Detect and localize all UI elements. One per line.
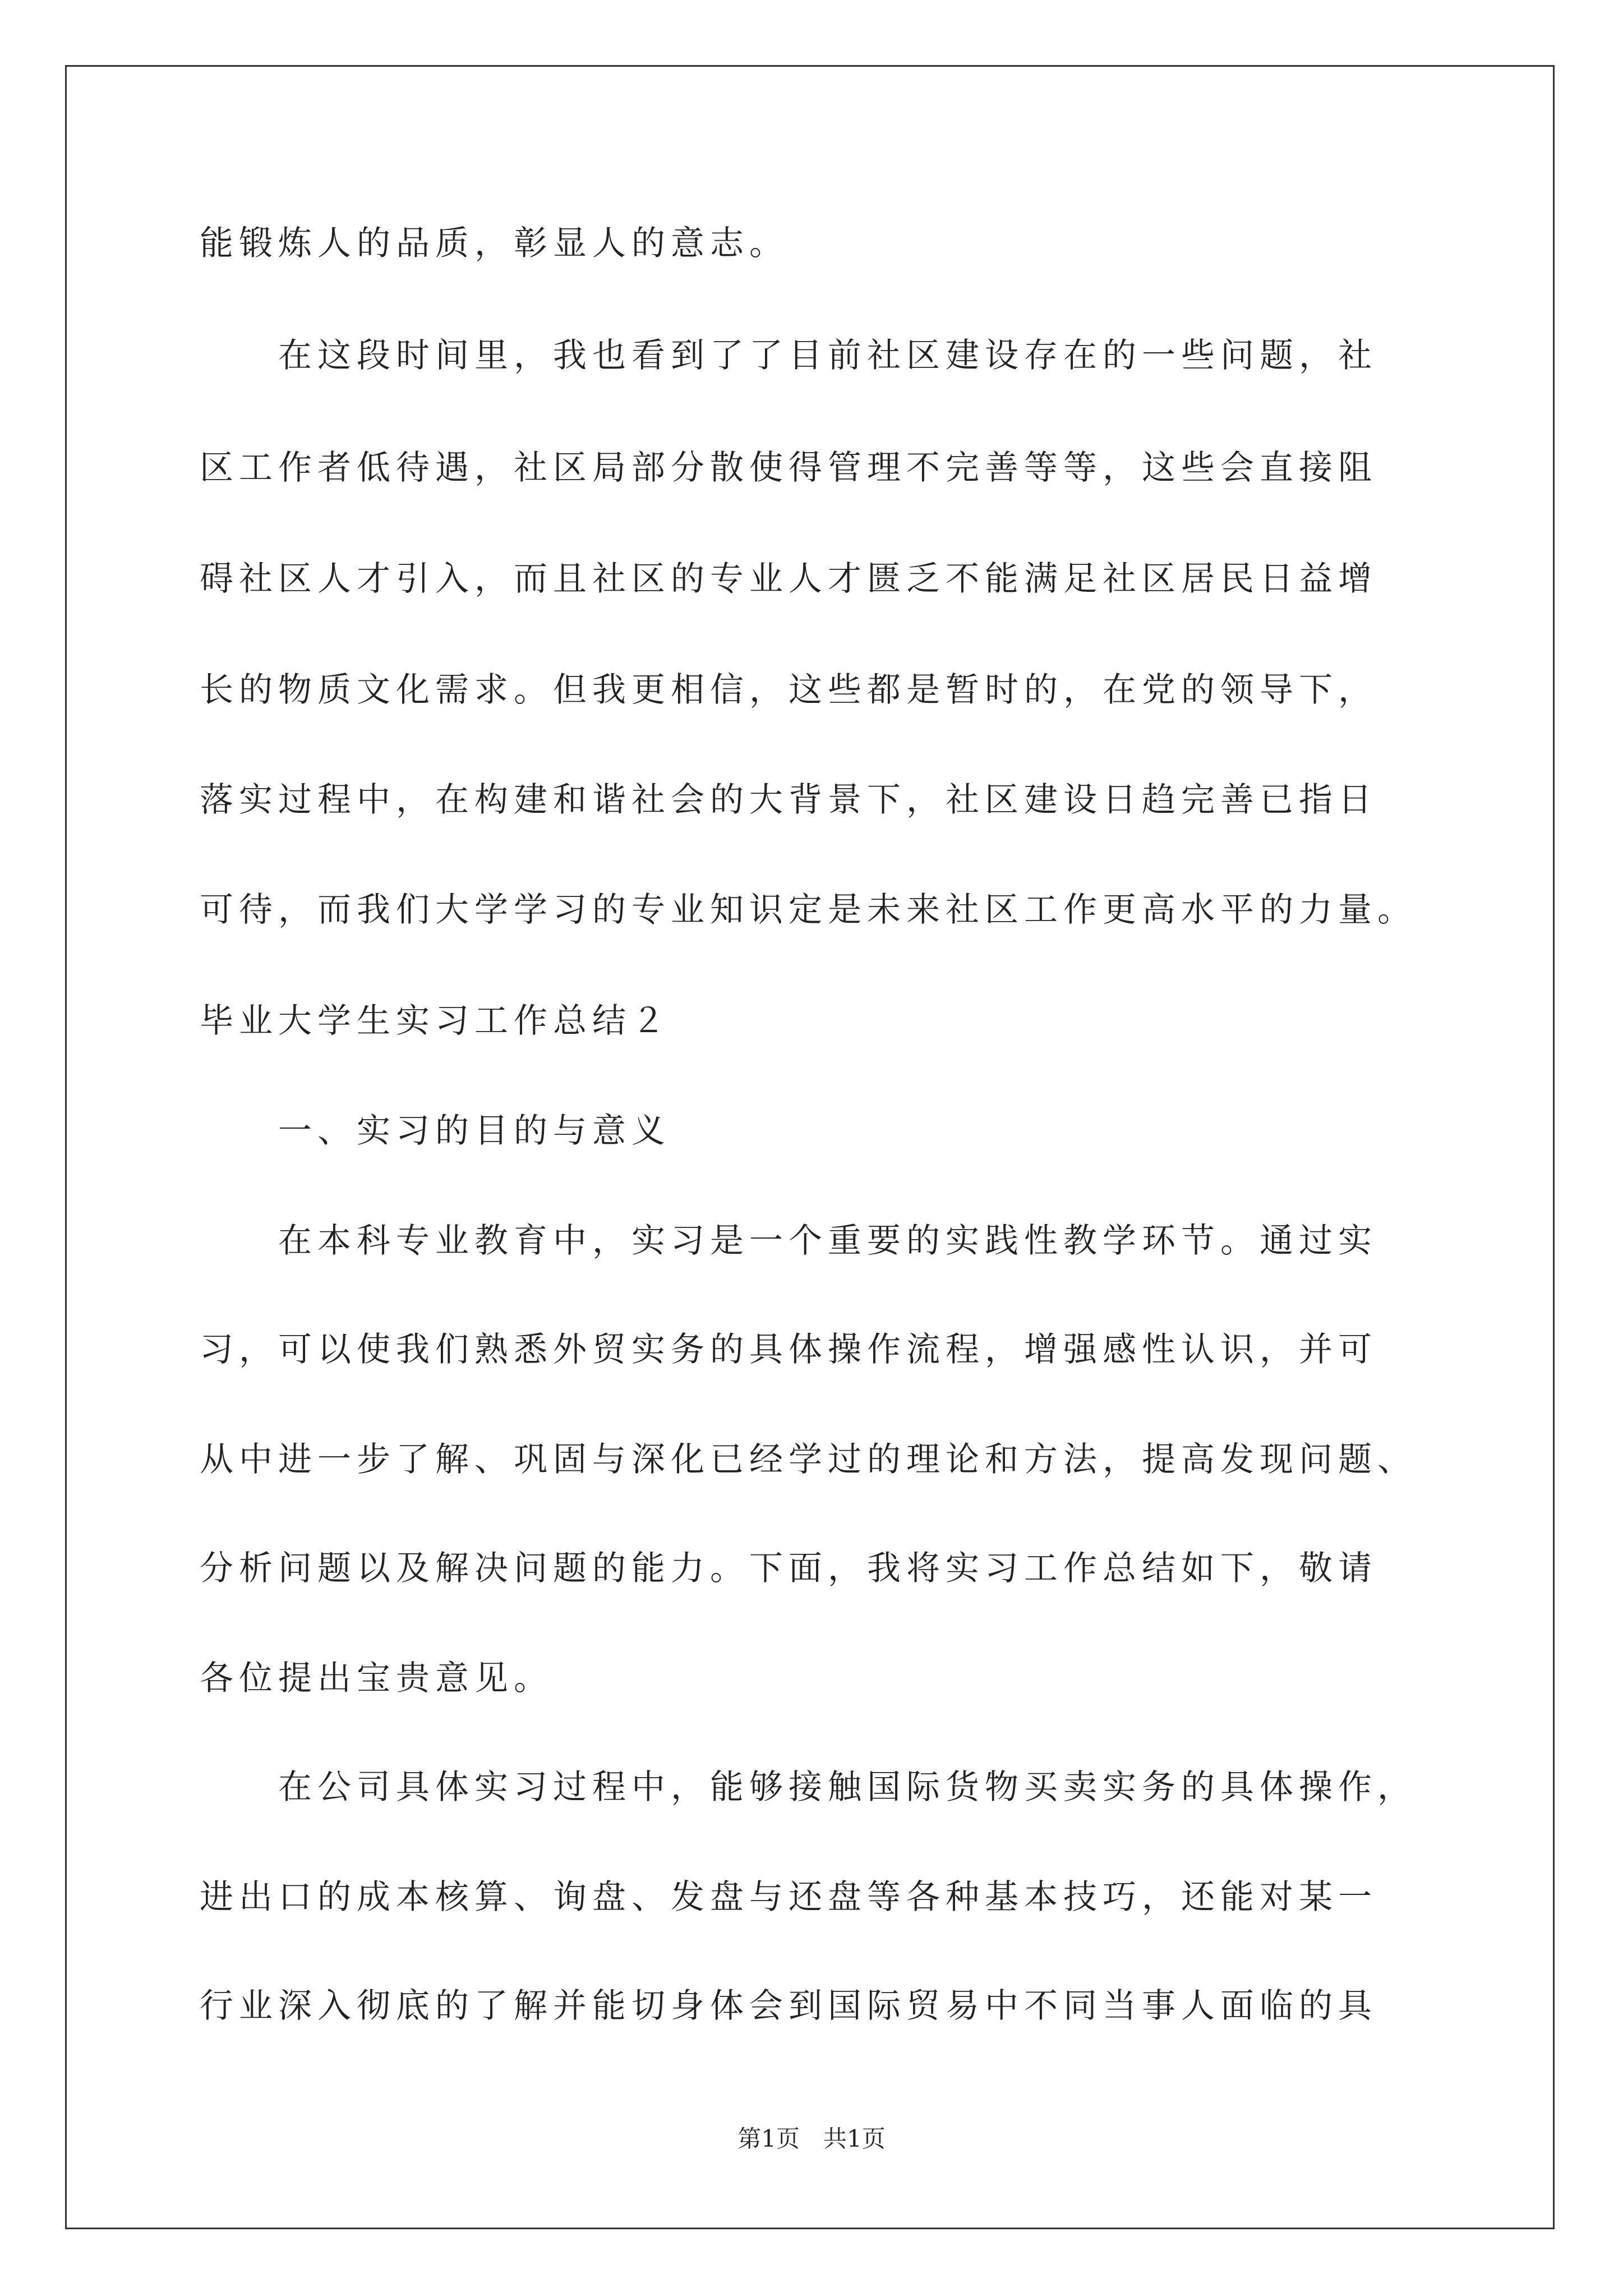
text-line: 长的物质文化需求。但我更相信，这些都是暂时的，在党的领导下，	[200, 670, 1377, 710]
text-line: 区工作者低待遇，社区局部分散使得管理不完善等等，这些会直接阻	[200, 448, 1377, 487]
text-line: 在这段时间里，我也看到了了目前社区建设存在的一些问题，社	[200, 336, 1377, 375]
page-number: 第1页 共1页	[737, 2125, 886, 2152]
text-line: 能锻炼人的品质，彰显人的意志。	[200, 224, 789, 263]
text-line: 从中进一步了解、巩固与深化已经学过的理论和方法，提高发现问题、	[200, 1440, 1417, 1479]
text-line: 进出口的成本核算、询盘、发盘与还盘等各种基本技巧，还能对某一	[200, 1878, 1377, 1917]
text-line: 行业深入彻底的了解并能切身体会到国际贸易中不同当事人面临的具	[200, 1986, 1377, 2026]
text-line: 在公司具体实习过程中，能够接触国际货物买卖实务的具体操作，	[200, 1768, 1417, 1807]
text-line: 在本科专业教育中，实习是一个重要的实践性教学环节。通过实	[200, 1221, 1377, 1260]
text-line: 习，可以使我们熟悉外贸实务的具体操作流程，增强感性认识，并可	[200, 1330, 1377, 1369]
text-line: 碍社区人才引入，而且社区的专业人才匮乏不能满足社区居民日益增	[200, 559, 1377, 599]
text-line: 可待，而我们大学学习的专业知识定是未来社区工作更高水平的力量。	[200, 890, 1417, 930]
text-line: 分析问题以及解决问题的能力。下面，我将实习工作总结如下，敬请	[200, 1549, 1377, 1588]
text-line: 各位提出宝贵意见。	[200, 1659, 553, 1698]
text-line: 落实过程中，在构建和谐社会的大背景下，社区建设日趋完善已指日	[200, 780, 1377, 820]
subsection-heading: 一、实习的目的与意义	[200, 1111, 671, 1151]
section-title: 毕业大学生实习工作总结２	[200, 1001, 671, 1041]
